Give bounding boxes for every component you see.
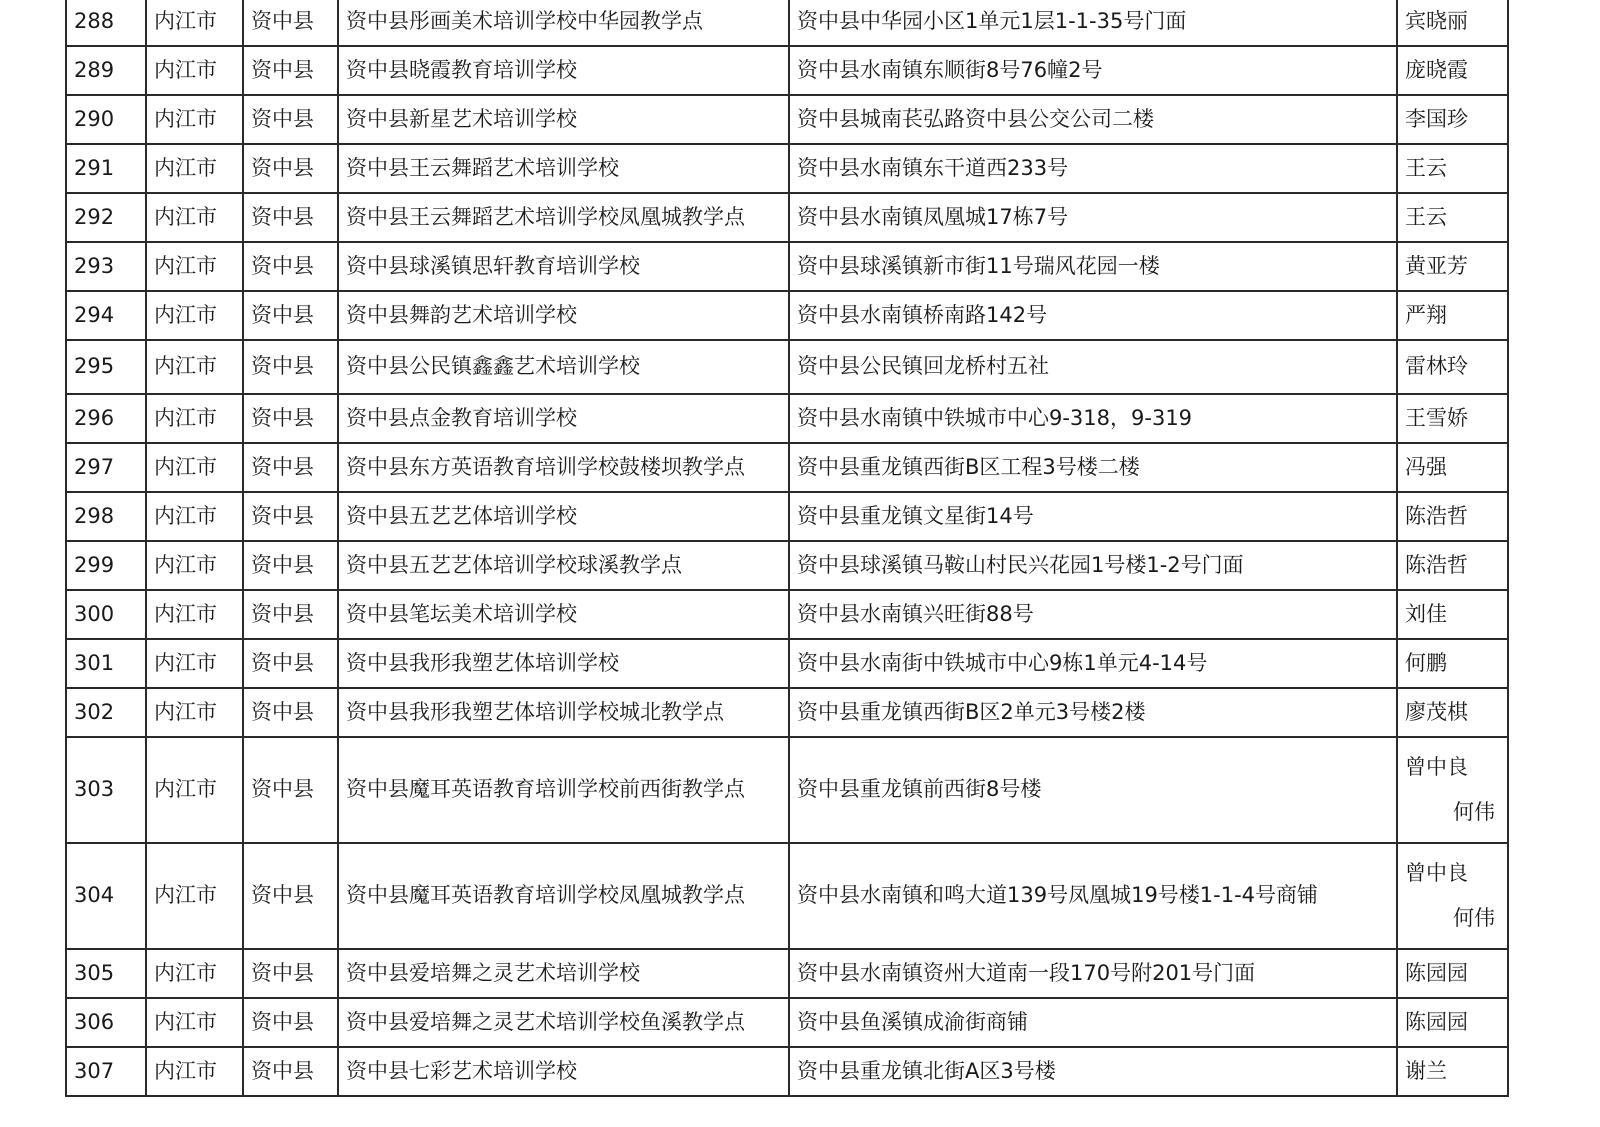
city-cell: 内江市	[146, 394, 243, 443]
contact-cell	[1397, 291, 1508, 340]
school-name-cell: 资中县我形我塑艺体培训学校城北教学点	[338, 688, 789, 737]
row-number-cell: 301	[66, 639, 146, 688]
table-row	[66, 688, 1508, 737]
table-row	[66, 242, 1508, 291]
school-name-cell: 资中县新星艺术培训学校	[338, 95, 789, 144]
address-cell: 资中县重龙镇前西街8号楼	[789, 737, 1397, 843]
table-row	[66, 1047, 1508, 1096]
contact-name: 严翔	[1405, 302, 1447, 327]
contact-cell	[1397, 394, 1508, 443]
county-cell: 资中县	[243, 144, 338, 193]
contact-cell	[1397, 144, 1508, 193]
address-cell: 资中县水南镇和鸣大道139号凤凰城19号楼1-1-4号商铺	[789, 843, 1397, 949]
contact-cell	[1397, 541, 1508, 590]
address-cell: 资中县球溪镇马鞍山村民兴花园1号楼1-2号门面	[789, 541, 1397, 590]
row-number-cell: 293	[66, 242, 146, 291]
contact-name: 何鹏	[1405, 650, 1447, 675]
address-cell: 资中县水南镇东干道西233号	[789, 144, 1397, 193]
table-row	[66, 0, 1508, 46]
contact-name: 曾中良	[1405, 754, 1468, 779]
contact-cell	[1397, 949, 1508, 998]
contact-name: 刘佳	[1405, 601, 1447, 626]
city-cell: 内江市	[146, 843, 243, 949]
row-number-cell: 296	[66, 394, 146, 443]
city-cell: 内江市	[146, 737, 243, 843]
contact-name: 陈浩哲	[1405, 552, 1468, 577]
contact-cell	[1397, 0, 1508, 46]
county-cell: 资中县	[243, 1047, 338, 1096]
contact-cell	[1397, 340, 1508, 394]
county-cell: 资中县	[243, 688, 338, 737]
table-row	[66, 46, 1508, 95]
county-cell: 资中县	[243, 443, 338, 492]
contact-name: 何伟	[1453, 906, 1495, 930]
table-row	[66, 443, 1508, 492]
contact-cell	[1397, 492, 1508, 541]
contact-cell	[1397, 242, 1508, 291]
address-cell: 资中县水南镇中铁城市中心9-318，9-319	[789, 394, 1397, 443]
city-cell: 内江市	[146, 1047, 243, 1096]
contact-name: 冯强	[1405, 454, 1447, 479]
table-row	[66, 340, 1508, 394]
row-number-cell: 295	[66, 340, 146, 394]
contact-cell	[1397, 639, 1508, 688]
city-cell: 内江市	[146, 144, 243, 193]
contact-cell	[1397, 737, 1508, 843]
row-number-cell: 298	[66, 492, 146, 541]
city-cell: 内江市	[146, 639, 243, 688]
table-row	[66, 998, 1508, 1047]
city-cell: 内江市	[146, 291, 243, 340]
city-cell: 内江市	[146, 242, 243, 291]
address-cell: 资中县球溪镇新市街11号瑞风花园一楼	[789, 242, 1397, 291]
contact-name: 李国珍	[1405, 106, 1468, 131]
contact-name: 陈浩哲	[1405, 503, 1468, 528]
city-cell: 内江市	[146, 949, 243, 998]
county-cell: 资中县	[243, 340, 338, 394]
contact-name: 雷林玲	[1405, 354, 1468, 379]
school-name-cell: 资中县公民镇鑫鑫艺术培训学校	[338, 340, 789, 394]
contact-cell	[1397, 843, 1508, 949]
city-cell: 内江市	[146, 492, 243, 541]
contact-name: 庞晓霞	[1405, 57, 1468, 82]
address-cell: 资中县重龙镇文星街14号	[789, 492, 1397, 541]
school-name-cell: 资中县五艺艺体培训学校球溪教学点	[338, 541, 789, 590]
contact-cell	[1397, 95, 1508, 144]
school-name-cell: 资中县我形我塑艺体培训学校	[338, 639, 789, 688]
row-number-cell: 305	[66, 949, 146, 998]
table-row	[66, 949, 1508, 998]
address-cell: 资中县公民镇回龙桥村五社	[789, 340, 1397, 394]
contact-name: 廖茂棋	[1405, 699, 1468, 724]
city-cell: 内江市	[146, 46, 243, 95]
table-row	[66, 144, 1508, 193]
table-row	[66, 394, 1508, 443]
school-registry-table	[65, 0, 1509, 1097]
city-cell: 内江市	[146, 193, 243, 242]
city-cell: 内江市	[146, 541, 243, 590]
county-cell: 资中县	[243, 843, 338, 949]
table-row	[66, 291, 1508, 340]
contact-name: 谢兰	[1405, 1058, 1447, 1083]
contact-cell	[1397, 688, 1508, 737]
row-number-cell: 304	[66, 843, 146, 949]
address-cell: 资中县水南镇凤凰城17栋7号	[789, 193, 1397, 242]
county-cell: 资中县	[243, 998, 338, 1047]
contact-name: 王云	[1405, 155, 1447, 180]
row-number-cell: 288	[66, 0, 146, 46]
contact-cell	[1397, 590, 1508, 639]
table-row	[66, 843, 1508, 949]
row-number-cell: 297	[66, 443, 146, 492]
address-cell: 资中县重龙镇西街B区工程3号楼二楼	[789, 443, 1397, 492]
city-cell: 内江市	[146, 688, 243, 737]
address-cell: 资中县水南镇资州大道南一段170号附201号门面	[789, 949, 1397, 998]
county-cell: 资中县	[243, 492, 338, 541]
school-name-cell: 资中县东方英语教育培训学校鼓楼坝教学点	[338, 443, 789, 492]
address-cell: 资中县水南镇桥南路142号	[789, 291, 1397, 340]
county-cell: 资中县	[243, 639, 338, 688]
address-cell: 资中县中华园小区1单元1层1-1-35号门面	[789, 0, 1397, 46]
contact-name: 黄亚芳	[1405, 253, 1468, 278]
table-body	[66, 0, 1508, 1096]
school-name-cell: 资中县舞韵艺术培训学校	[338, 291, 789, 340]
contact-cell	[1397, 443, 1508, 492]
school-name-cell: 资中县七彩艺术培训学校	[338, 1047, 789, 1096]
city-cell: 内江市	[146, 998, 243, 1047]
table-row	[66, 737, 1508, 843]
table-row	[66, 639, 1508, 688]
address-cell: 资中县水南街中铁城市中心9栋1单元4-14号	[789, 639, 1397, 688]
address-cell: 资中县重龙镇北街A区3号楼	[789, 1047, 1397, 1096]
city-cell: 内江市	[146, 590, 243, 639]
table-row	[66, 193, 1508, 242]
county-cell: 资中县	[243, 46, 338, 95]
city-cell: 内江市	[146, 95, 243, 144]
row-number-cell: 291	[66, 144, 146, 193]
school-name-cell: 资中县点金教育培训学校	[338, 394, 789, 443]
school-name-cell: 资中县王云舞蹈艺术培训学校凤凰城教学点	[338, 193, 789, 242]
contact-cell	[1397, 998, 1508, 1047]
school-name-cell: 资中县彤画美术培训学校中华园教学点	[338, 0, 789, 46]
row-number-cell: 299	[66, 541, 146, 590]
row-number-cell: 307	[66, 1047, 146, 1096]
address-cell: 资中县鱼溪镇成渝街商铺	[789, 998, 1397, 1047]
county-cell: 资中县	[243, 242, 338, 291]
row-number-cell: 294	[66, 291, 146, 340]
address-cell: 资中县重龙镇西街B区2单元3号楼2楼	[789, 688, 1397, 737]
contact-cell	[1397, 1047, 1508, 1096]
contact-cell	[1397, 193, 1508, 242]
county-cell: 资中县	[243, 0, 338, 46]
contact-name: 王云	[1405, 204, 1447, 229]
contact-name: 何伟	[1453, 800, 1495, 824]
city-cell: 内江市	[146, 0, 243, 46]
row-number-cell: 300	[66, 590, 146, 639]
contact-name: 宾晓丽	[1405, 8, 1468, 33]
row-number-cell: 292	[66, 193, 146, 242]
school-name-cell: 资中县五艺艺体培训学校	[338, 492, 789, 541]
school-name-cell: 资中县晓霞教育培训学校	[338, 46, 789, 95]
school-name-cell: 资中县魔耳英语教育培训学校前西街教学点	[338, 737, 789, 843]
school-name-cell: 资中县爱培舞之灵艺术培训学校鱼溪教学点	[338, 998, 789, 1047]
row-number-cell: 290	[66, 95, 146, 144]
address-cell: 资中县城南苌弘路资中县公交公司二楼	[789, 95, 1397, 144]
county-cell: 资中县	[243, 95, 338, 144]
county-cell: 资中县	[243, 541, 338, 590]
school-name-cell: 资中县笔坛美术培训学校	[338, 590, 789, 639]
city-cell: 内江市	[146, 340, 243, 394]
school-name-cell: 资中县球溪镇思轩教育培训学校	[338, 242, 789, 291]
contact-name: 陈园园	[1405, 960, 1468, 985]
school-name-cell: 资中县爱培舞之灵艺术培训学校	[338, 949, 789, 998]
table-row	[66, 492, 1508, 541]
school-name-cell: 资中县王云舞蹈艺术培训学校	[338, 144, 789, 193]
table-row	[66, 541, 1508, 590]
address-cell: 资中县水南镇兴旺街88号	[789, 590, 1397, 639]
county-cell: 资中县	[243, 949, 338, 998]
row-number-cell: 289	[66, 46, 146, 95]
address-cell: 资中县水南镇东顺街8号76幢2号	[789, 46, 1397, 95]
table-row	[66, 590, 1508, 639]
county-cell: 资中县	[243, 590, 338, 639]
table-row	[66, 95, 1508, 144]
county-cell: 资中县	[243, 193, 338, 242]
school-name-cell: 资中县魔耳英语教育培训学校凤凰城教学点	[338, 843, 789, 949]
contact-name: 陈园园	[1405, 1009, 1468, 1034]
contact-cell	[1397, 46, 1508, 95]
row-number-cell: 303	[66, 737, 146, 843]
county-cell: 资中县	[243, 394, 338, 443]
contact-name: 王雪娇	[1405, 405, 1468, 430]
city-cell: 内江市	[146, 443, 243, 492]
row-number-cell: 306	[66, 998, 146, 1047]
row-number-cell: 302	[66, 688, 146, 737]
county-cell: 资中县	[243, 737, 338, 843]
contact-name: 曾中良	[1405, 860, 1468, 885]
county-cell: 资中县	[243, 291, 338, 340]
